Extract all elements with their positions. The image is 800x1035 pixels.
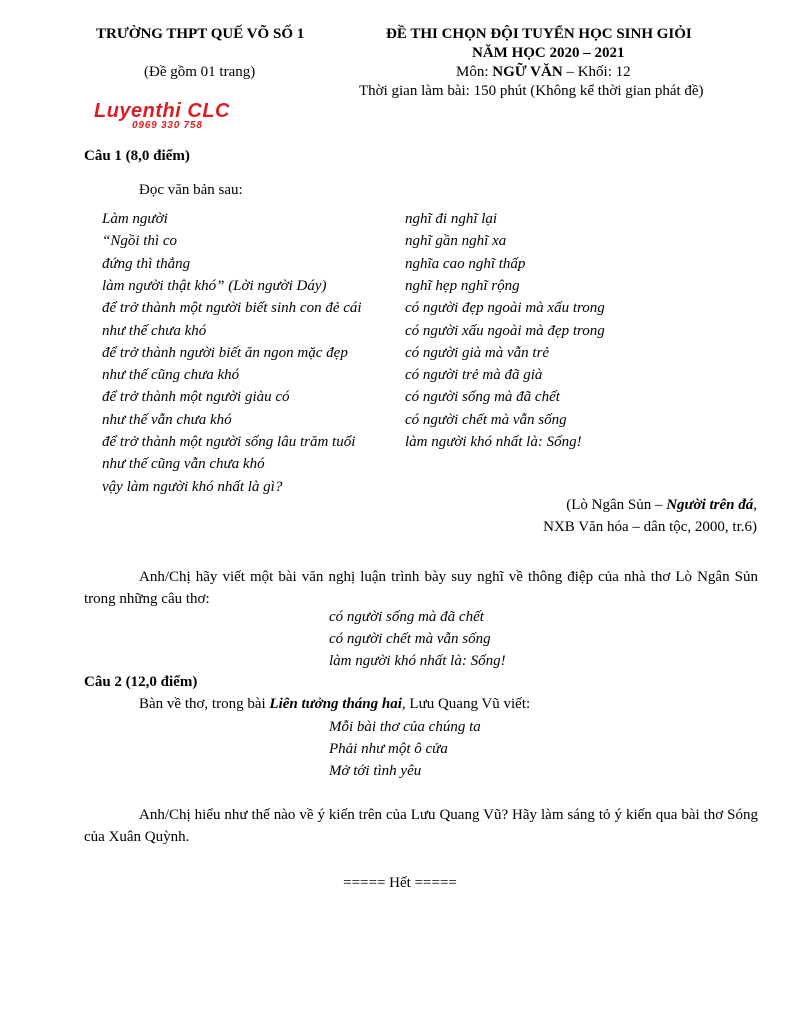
brand-logo: Luyenthi CLC — [94, 100, 230, 122]
poem-left-line: như thế cũng vẫn chưa khó — [102, 456, 265, 473]
poem-right-line: có người già mà vẫn trẻ — [405, 344, 550, 361]
poem-right-line: làm người khó nhất là: Sống! — [405, 434, 582, 450]
subject-name: NGỮ VĂN — [492, 64, 563, 80]
source-line2: NXB Văn hóa – dân tộc, 2000, tr.6) — [543, 519, 757, 535]
source-title: Người trên đá — [666, 497, 754, 513]
exam-title-line1: ĐỀ THI CHỌN ĐỘI TUYỂN HỌC SINH GIỎI — [386, 26, 692, 42]
exam-title-line2: NĂM HỌC 2020 – 2021 — [472, 45, 625, 61]
question1-title: Câu 1 (8,0 điểm) — [84, 148, 190, 164]
end-marker: ===== Hết ===== — [343, 875, 457, 891]
poem-right-line: nghĩ gần nghĩ xa — [405, 233, 507, 250]
question2-title: Câu 2 (12,0 điểm) — [84, 674, 198, 690]
poem-right-line: nghĩa cao nghĩ thấp — [405, 255, 526, 272]
poem-left-line: làm người thật khó” (Lời người Dáy) — [102, 277, 327, 294]
quote1-line: làm người khó nhất là: Sống! — [329, 653, 506, 669]
subject-prefix: Môn: — [456, 64, 493, 80]
source-prefix: (Lò Ngân Sủn – — [566, 497, 667, 513]
quote1-line: có người sống mà đã chết — [329, 609, 484, 625]
intro-suffix: , Lưu Quang Vũ viết: — [401, 696, 531, 712]
question2-intro — [139, 696, 530, 713]
poem-left-line: vậy làm người khó nhất là gì? — [102, 478, 283, 495]
poem-left-line: Làm người — [102, 211, 168, 227]
quote2-line: Mở tới tình yêu — [329, 763, 422, 779]
poem-left-line: để trở thành một người giàu có — [102, 389, 290, 406]
poem-right-line: có người đẹp ngoài mà xấu trong — [405, 300, 605, 317]
source-suffix: , — [753, 497, 757, 513]
poem-left-line: như thế vẫn chưa khó — [102, 411, 232, 428]
school-name: TRƯỜNG THPT QUẾ VÕ SỐ 1 — [96, 26, 305, 42]
intro-title: Liên tưởng tháng hai — [269, 696, 402, 712]
page-count: (Đề gồm 01 trang) — [144, 64, 256, 80]
poem-left-line: như thế chưa khó — [102, 322, 207, 339]
quote2-line: Mỗi bài thơ của chúng ta — [329, 719, 481, 735]
poem-left-line: đứng thì thẳng — [102, 255, 191, 272]
poem-left-line: để trở thành một người biết sinh con đẻ cái — [102, 300, 362, 317]
grade: – Khối: 12 — [562, 64, 631, 80]
poem-right-line: có người xấu ngoài mà đẹp trong — [405, 322, 605, 339]
poem-right-line: nghĩ hẹp nghĩ rộng — [405, 277, 520, 294]
subject-line — [456, 64, 631, 81]
question2-task: Anh/Chị hiểu như thế nào về ý kiến trên của Lưu Quang Vũ? Hãy làm sáng tỏ ý kiến qua bài thơ Sóng của Xuân Quỳnh. — [84, 807, 758, 845]
question1-instruction: Đọc văn bản sau: — [139, 182, 243, 198]
poem-left-line: để trở thành một người sống lâu trăm tuổi — [102, 434, 356, 450]
exam-time: Thời gian làm bài: 150 phút (Không kể thời gian phát đề) — [359, 83, 704, 99]
brand-phone: 0969 330 758 — [132, 120, 203, 131]
poem-left-line: để trở thành người biết ăn ngon mặc đẹp — [102, 344, 348, 361]
poem-left-line: “Ngồi thì co — [102, 233, 178, 250]
quote2-line: Phải như một ô cửa — [329, 741, 448, 757]
quote1-line: có người chết mà vẫn sống — [329, 631, 491, 647]
poem-right-line: có người chết mà vẫn sống — [405, 411, 567, 428]
poem-right-line: có người sống mà đã chết — [405, 389, 560, 406]
question1-task: Anh/Chị hãy viết một bài văn nghị luận trình bày suy nghĩ về thông điệp của nhà thơ Lò Ngân Sủn trong những câu thơ: — [84, 569, 758, 607]
intro-prefix: Bàn về thơ, trong bài — [139, 696, 270, 712]
poem-right-line: nghĩ đi nghĩ lại — [405, 211, 498, 227]
source-line1 — [566, 497, 757, 514]
poem-left-line: như thế cũng chưa khó — [102, 367, 240, 384]
poem-right-line: có người trẻ mà đã già — [405, 367, 543, 384]
